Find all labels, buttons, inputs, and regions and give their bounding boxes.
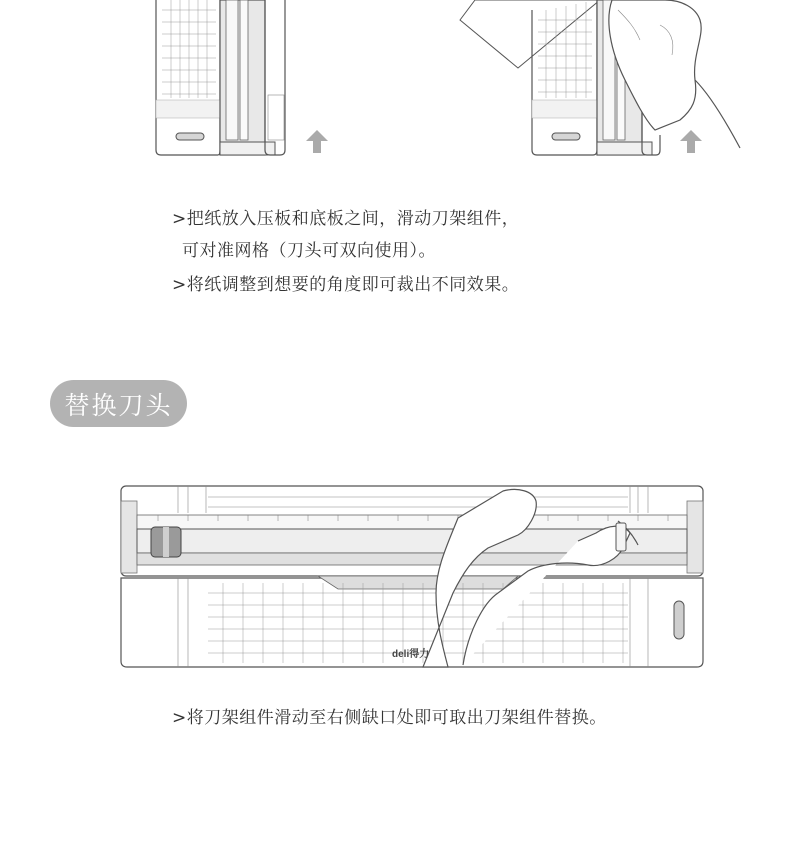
up-arrow-icon (306, 130, 328, 154)
brand-logo: deli得力 (392, 649, 430, 660)
instruction-line-3: >将纸调整到想要的角度即可裁出不同效果。 (172, 275, 520, 295)
cutter-right-drawing (460, 0, 750, 160)
instruction-bottom-line-1: >将刀架组件滑动至右侧缺口处即可取出刀架组件替换。 (172, 708, 607, 728)
cutter-left-grid (162, 0, 216, 98)
instruction-line-1: >把纸放入压板和底板之间，滑动刀架组件， (172, 209, 520, 229)
cutter-illustration-right (460, 0, 750, 160)
instruction-line-2: 可对准网格（刀头可双向使用）。 (182, 241, 436, 261)
section-title-pill: 替换刀头 (50, 380, 187, 427)
up-arrow-icon (680, 130, 702, 154)
